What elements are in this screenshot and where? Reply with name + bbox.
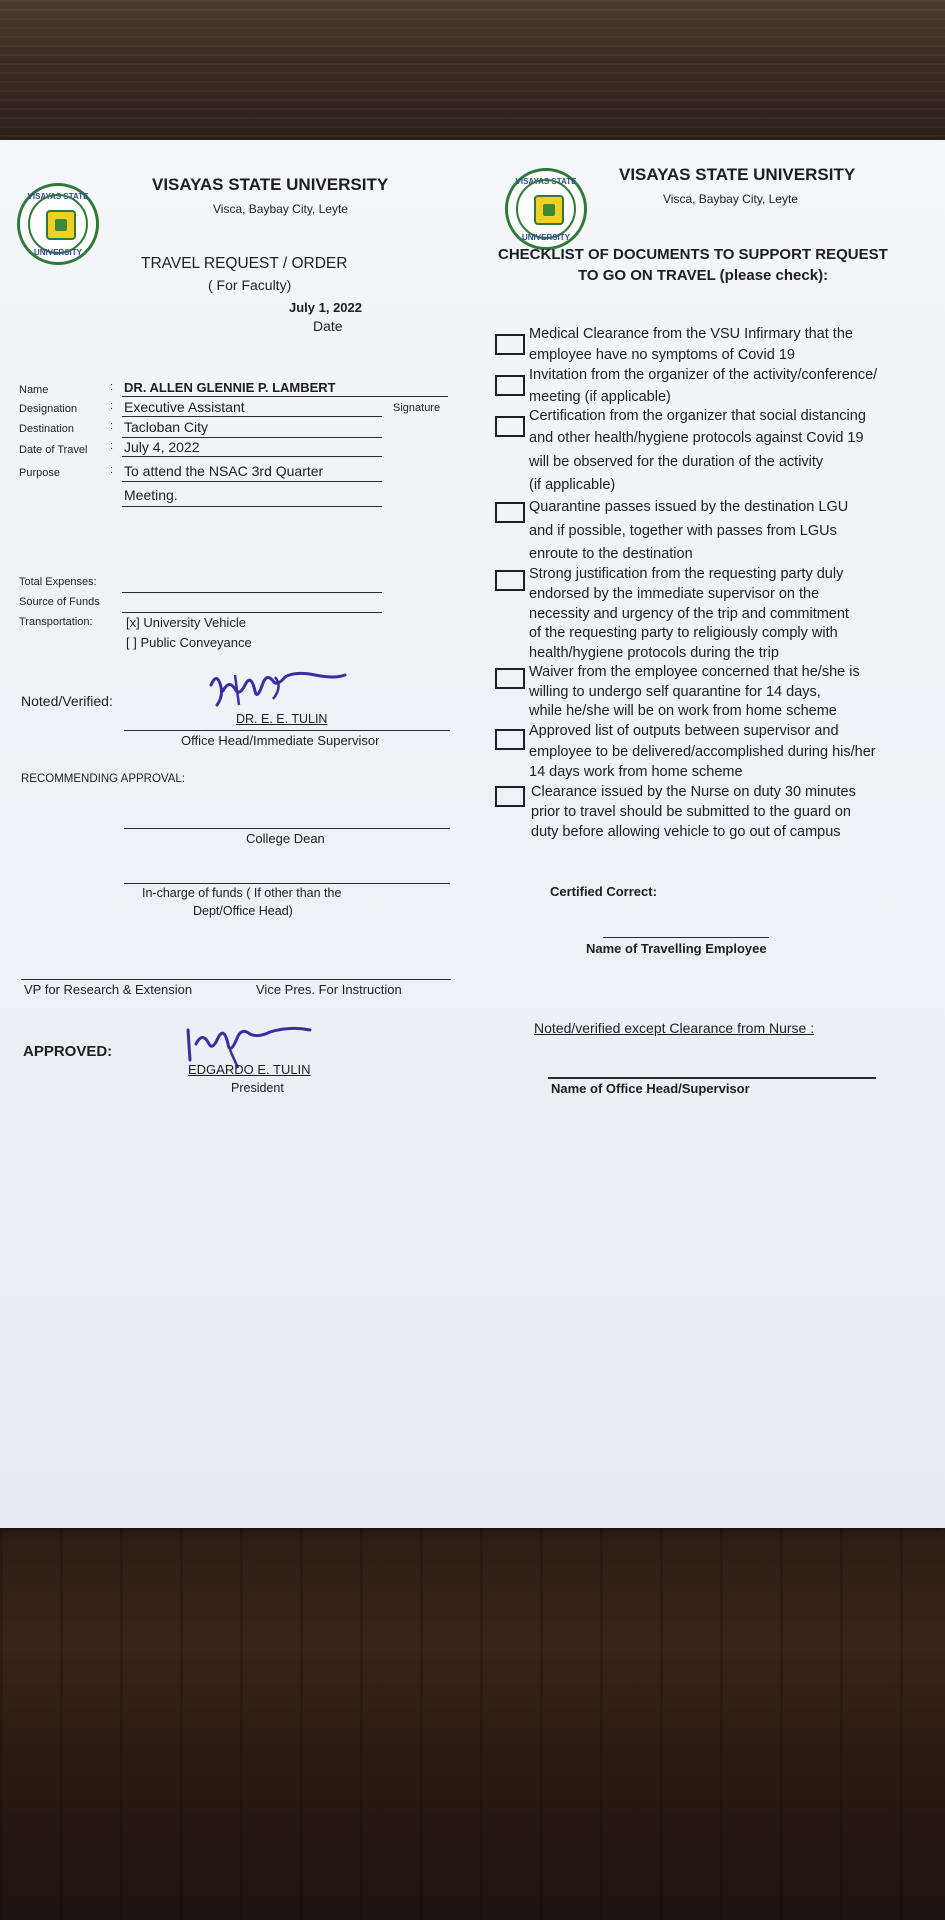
transportation-label: Transportation:: [19, 616, 93, 628]
university-seal-logo: VISAYAS STATE UNIVERSITY: [505, 168, 587, 250]
colon: :: [110, 400, 114, 412]
vp-signature-line: [21, 979, 451, 980]
colon: :: [110, 381, 114, 393]
form-subtitle: ( For Faculty): [208, 277, 292, 293]
total-expenses-label: Total Expenses:: [19, 576, 97, 588]
date-label: Date: [313, 318, 343, 334]
name-value: DR. ALLEN GLENNIE P. LAMBERT: [124, 380, 336, 395]
purpose-label: Purpose: [19, 467, 60, 479]
name-underline: [122, 396, 448, 397]
purpose-underline-2: [122, 506, 382, 507]
university-seal-logo: VISAYAS STATE UNIVERSITY: [17, 183, 99, 265]
desk-surface-top: [0, 0, 945, 150]
university-address: Visca, Baybay City, Leyte: [213, 202, 348, 216]
recommending-approval-label: RECOMMENDING APPROVAL:: [21, 773, 186, 785]
college-dean-label: College Dean: [246, 831, 325, 846]
incharge-funds-label-line1: In-charge of funds ( If other than the: [142, 886, 342, 900]
designation-label: Designation: [19, 403, 78, 415]
travelling-employee-signature-line: [603, 937, 769, 938]
college-dean-signature-line: [124, 828, 450, 829]
document-page: VISAYAS STATE UNIVERSITY VISAYAS STATE UNIVERSITY Visca, Baybay City, Leyte TRAVEL REQUEST / ORDER ( For Faculty) July 1, 2022 Date Name : DR. ALLEN GLENNIE P. LAMBERT Designation : Executive Assistant Signature Destination : Tacloban City Date of Travel : July 4, 2022 Purpose : To attend the NSAC 3rd Quarter Meeting. Total Expenses: Source of Funds Transportation: [x] University Vehicle [ ] Public Conveyance Noted/Verified: DR. E. E. TULIN Office Head/Immediate Supervisor RECOMMENDING APPROVAL: College Dean In-charge of funds ( If other than the Dept/Office Head) VP for Research & Extension Vice Pres. For Instruction APPROVED: EDGARDO E. TULIN President VISAYAS STATE UNIVERSITY VISAYAS STATE UNIVERSITY Visca, Baybay City, Leyte CHECKLIST OF DOCUMENTS TO SUPPORT REQUEST TO GO ON TRAVEL (please check): Medical Clearance from the VSU Infirmary that the employee have no symptoms of Covid 19 Invitation from the organizer of the activity/conference/ meeting (if applicable) Certification from the organizer that social distancing and other health/hygiene protocols against Covid 19 will be observed for the duration of the activity (if applicable) Quarantine passes issued by the destination LGU and if possible, together with passes from LGUs enroute to the destination Strong justification from the requesting party duly endorsed by the immediate supervisor on the necessity and urgency of the trip and commitment of the requesting party to religiously comply with health/hygiene protocols during the trip Waiver from the employee concerned that he/she is willing to undergo self quarantine for 14 days, while he/she will be on work from home scheme Approved list of outputs between supervisor and employee to be delivered/accomplished during his/her 14 days work from home scheme Clearance issued by the Nurse on duty 30 minutes prior to travel should be submitted to the guard on duty before allowing vehicle to go out of campus Certified Correct: Name of Travelling Employee Noted/verified except Clearance from Nurse : Name of Office Head/Supervisor: [0, 140, 945, 1528]
transport-public-conveyance: [ ] Public Conveyance: [126, 635, 252, 650]
checkbox[interactable]: [495, 502, 525, 523]
checklist-title-line1: CHECKLIST OF DOCUMENTS TO SUPPORT REQUEST: [498, 246, 888, 263]
office-head-label: Name of Office Head/Supervisor: [551, 1081, 750, 1096]
source-of-funds-underline: [122, 612, 382, 613]
supervisor-role: Office Head/Immediate Supervisor: [181, 733, 380, 748]
destination-underline: [122, 437, 382, 438]
request-date: July 1, 2022: [289, 300, 362, 315]
destination-value: Tacloban City: [124, 419, 209, 435]
colon: :: [110, 464, 114, 476]
total-expenses-underline: [122, 592, 382, 593]
university-name: VISAYAS STATE UNIVERSITY: [152, 175, 389, 194]
designation-value: Executive Assistant: [124, 399, 245, 415]
form-title: TRAVEL REQUEST / ORDER: [141, 255, 348, 272]
date-of-travel-underline: [122, 456, 382, 457]
transport-university-vehicle: [x] University Vehicle: [126, 615, 246, 630]
purpose-underline-1: [122, 481, 382, 482]
signature-label: Signature: [393, 402, 441, 414]
university-name: VISAYAS STATE UNIVERSITY: [619, 165, 856, 184]
vp-research-extension-label: VP for Research & Extension: [24, 982, 193, 997]
designation-underline: [122, 416, 382, 417]
supervisor-signature-line: [124, 730, 450, 731]
office-head-signature-line: [548, 1077, 876, 1079]
checkbox[interactable]: [495, 570, 525, 591]
checkbox[interactable]: [495, 375, 525, 396]
president-role: President: [231, 1081, 284, 1095]
desk-surface-bottom: [0, 1525, 945, 1920]
name-label: Name: [19, 384, 49, 396]
incharge-funds-signature-line: [124, 883, 450, 884]
vp-instruction-label: Vice Pres. For Instruction: [256, 982, 402, 997]
checkbox[interactable]: [495, 416, 525, 437]
supervisor-signature-image: [205, 665, 365, 710]
president-name: EDGARDO E. TULIN: [188, 1062, 311, 1077]
supervisor-name: DR. E. E. TULIN: [236, 712, 328, 726]
university-address: Visca, Baybay City, Leyte: [663, 192, 798, 206]
colon: :: [110, 440, 114, 452]
purpose-value-line2: Meeting.: [124, 487, 178, 503]
checkbox[interactable]: [495, 786, 525, 807]
approved-label: APPROVED:: [23, 1043, 113, 1060]
noted-except-nurse-label: Noted/verified except Clearance from Nurse :: [534, 1020, 815, 1036]
purpose-value-line1: To attend the NSAC 3rd Quarter: [124, 463, 324, 479]
incharge-funds-label-line2: Dept/Office Head): [193, 904, 293, 918]
colon: :: [110, 420, 114, 432]
date-of-travel-label: Date of Travel: [19, 444, 88, 456]
date-of-travel-value: July 4, 2022: [124, 439, 200, 455]
checkbox[interactable]: [495, 334, 525, 355]
checkbox[interactable]: [495, 668, 525, 689]
travelling-employee-label: Name of Travelling Employee: [586, 941, 767, 956]
checkbox[interactable]: [495, 729, 525, 750]
source-of-funds-label: Source of Funds: [19, 596, 100, 608]
checklist-title-line2: TO GO ON TRAVEL (please check):: [578, 267, 829, 284]
certified-correct-label: Certified Correct:: [550, 884, 657, 899]
noted-verified-label: Noted/Verified:: [21, 693, 113, 709]
destination-label: Destination: [19, 423, 75, 435]
